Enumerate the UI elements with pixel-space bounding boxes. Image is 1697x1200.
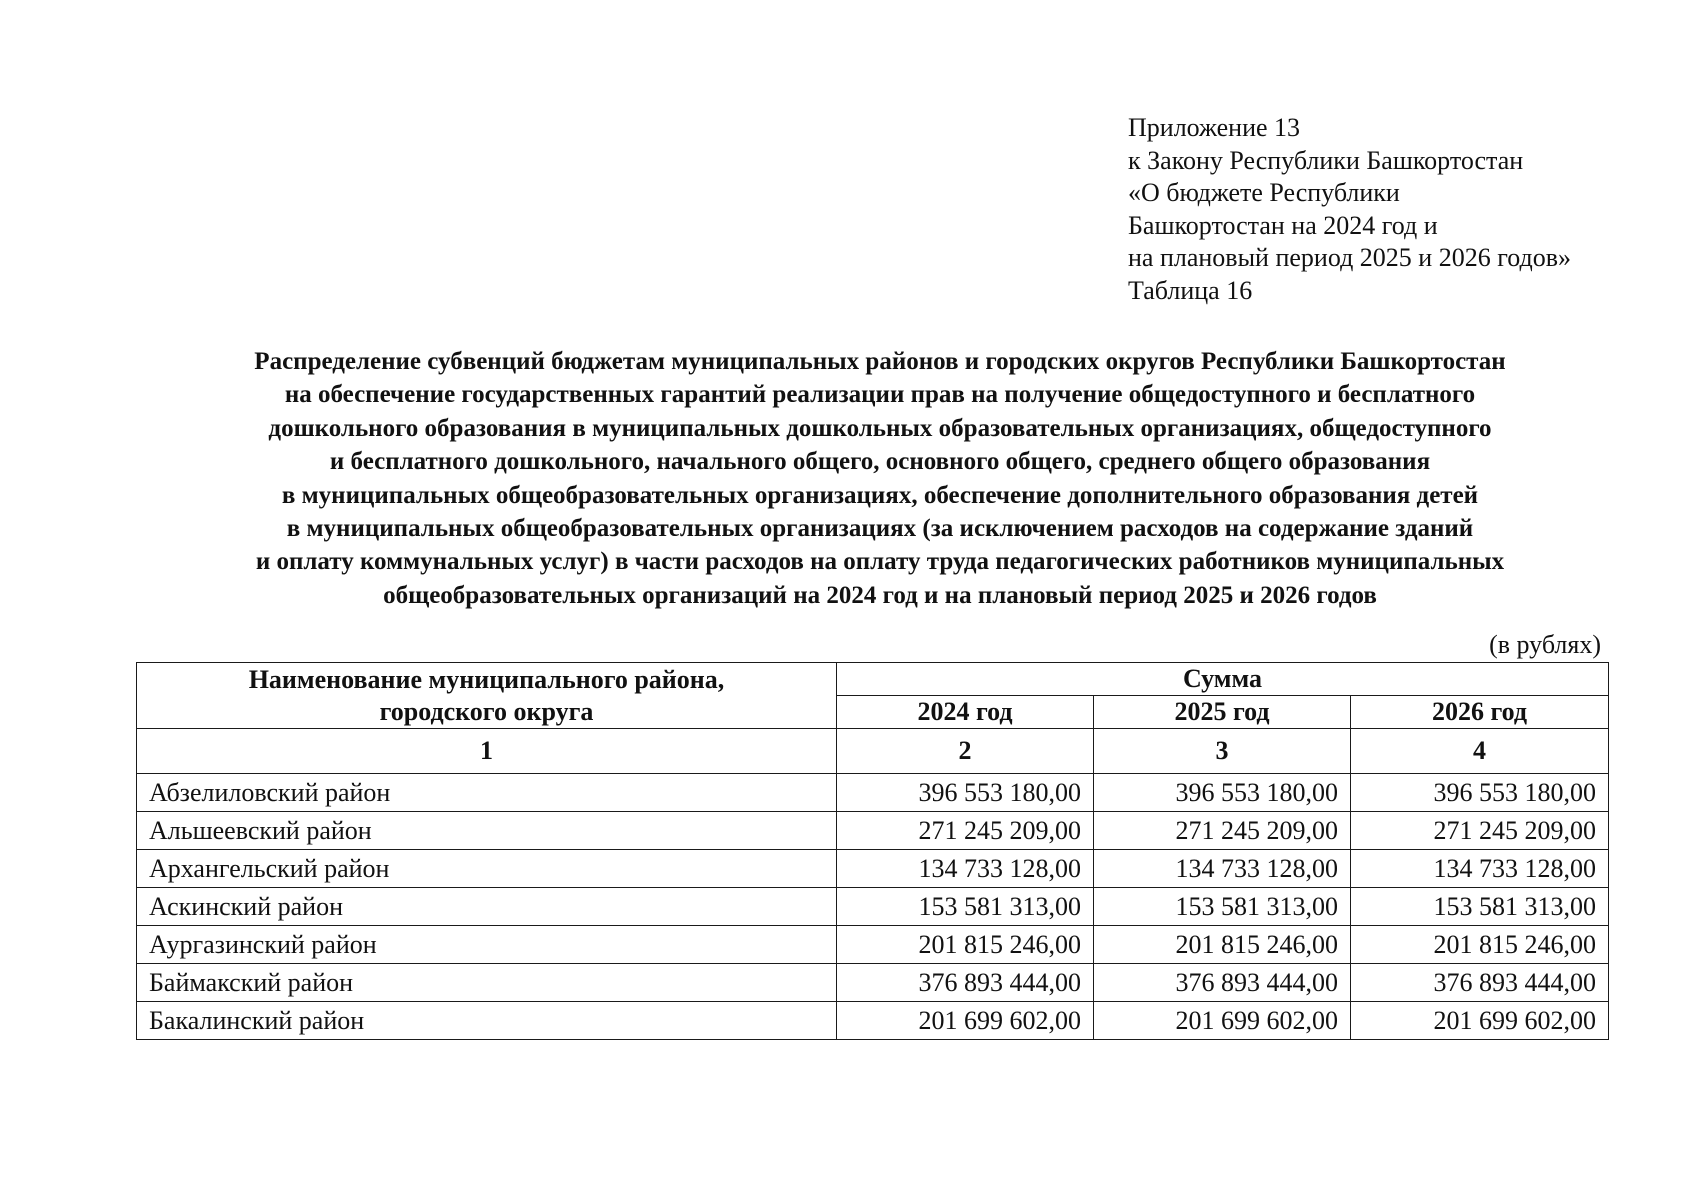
district-name: Бакалинский район	[137, 1002, 837, 1040]
amount-2024: 134 733 128,00	[837, 850, 1094, 888]
column-number-row	[137, 729, 1609, 774]
title-line: в муниципальных общеобразовательных организациях, обеспечение дополнительного образования детей	[281, 481, 1479, 509]
column-number: 1	[137, 729, 837, 774]
sum-column-header: Сумма	[837, 663, 1609, 696]
table-row	[137, 1002, 1609, 1040]
district-name: Альшеевский район	[137, 812, 837, 850]
year-header-2026: 2026 год	[1351, 696, 1609, 729]
amount-2026: 271 245 209,00	[1351, 812, 1609, 850]
title-line: и бесплатного дошкольного, начального общего, основного общего, среднего общего образования	[329, 448, 1431, 476]
amount-2026: 134 733 128,00	[1351, 850, 1609, 888]
amount-2024: 376 893 444,00	[837, 964, 1094, 1002]
district-name: Аургазинский район	[137, 926, 837, 964]
name-header-line: Наименование муниципального района,	[248, 664, 725, 694]
amount-2025: 271 245 209,00	[1094, 812, 1351, 850]
amount-2025: 376 893 444,00	[1094, 964, 1351, 1002]
appendix-line: к Закону Республики Башкортостан	[1128, 145, 1524, 175]
title-line: и оплату коммунальных услуг) в части расходов на оплату труда педагогических работников муниципальных	[255, 548, 1505, 576]
year-header-2024: 2024 год	[837, 696, 1094, 729]
table-row	[137, 850, 1609, 888]
name-header-line: городского округа	[379, 696, 594, 726]
table-row	[137, 926, 1609, 964]
column-number: 3	[1094, 729, 1351, 774]
amount-2025: 153 581 313,00	[1094, 888, 1351, 926]
amount-2024: 201 699 602,00	[837, 1002, 1094, 1040]
table-row	[137, 774, 1609, 812]
district-name: Аскинский район	[137, 888, 837, 926]
amount-2026: 201 815 246,00	[1351, 926, 1609, 964]
amount-2024: 201 815 246,00	[837, 926, 1094, 964]
district-name: Абзелиловский район	[137, 774, 837, 812]
amount-2025: 201 699 602,00	[1094, 1002, 1351, 1040]
title-line: Распределение субвенций бюджетам муниципальных районов и городских округов Республики Башкортостан	[254, 348, 1506, 375]
amount-2024: 153 581 313,00	[837, 888, 1094, 926]
table-row	[137, 888, 1609, 926]
column-number: 2	[837, 729, 1094, 774]
header-row	[137, 663, 1609, 696]
name-column-header	[137, 663, 837, 729]
amount-2025: 396 553 180,00	[1094, 774, 1351, 812]
appendix-line: Башкортостан на 2024 год и	[1128, 210, 1438, 240]
title-line: в муниципальных общеобразовательных организациях (за исключением расходов на содержание зданий	[286, 515, 1474, 543]
amount-2026: 153 581 313,00	[1351, 888, 1609, 926]
title-line: общеобразовательных организаций на 2024 год и на плановый период 2025 и 2026 годов	[383, 581, 1377, 609]
table-row	[137, 812, 1609, 850]
column-number: 4	[1351, 729, 1609, 774]
title-line: дошкольного образования в муниципальных дошкольных образовательных организациях, общедоступного	[268, 414, 1492, 442]
title-line: на обеспечение государственных гарантий реализации прав на получение общедоступного и бесплатного	[284, 381, 1476, 409]
units-note: (в рублях)	[1489, 630, 1601, 659]
amount-2026: 396 553 180,00	[1351, 774, 1609, 812]
appendix-line: Приложение 13	[1128, 113, 1301, 142]
amount-2025: 134 733 128,00	[1094, 850, 1351, 888]
amount-2026: 376 893 444,00	[1351, 964, 1609, 1002]
district-name: Баймакский район	[137, 964, 837, 1002]
amount-2025: 201 815 246,00	[1094, 926, 1351, 964]
appendix-block	[1128, 112, 1571, 307]
year-header-2025: 2025 год	[1094, 696, 1351, 729]
subvention-table	[136, 662, 1609, 1040]
amount-2024: 396 553 180,00	[837, 774, 1094, 812]
amount-2024: 271 245 209,00	[837, 812, 1094, 850]
amount-2026: 201 699 602,00	[1351, 1002, 1609, 1040]
district-name: Архангельский район	[137, 850, 837, 888]
document-title	[130, 345, 1630, 612]
appendix-line: «О бюджете Республики	[1128, 178, 1400, 207]
appendix-line: Таблица 16	[1128, 275, 1253, 305]
appendix-line: на плановый период 2025 и 2026 годов»	[1128, 243, 1571, 272]
table-row	[137, 964, 1609, 1002]
